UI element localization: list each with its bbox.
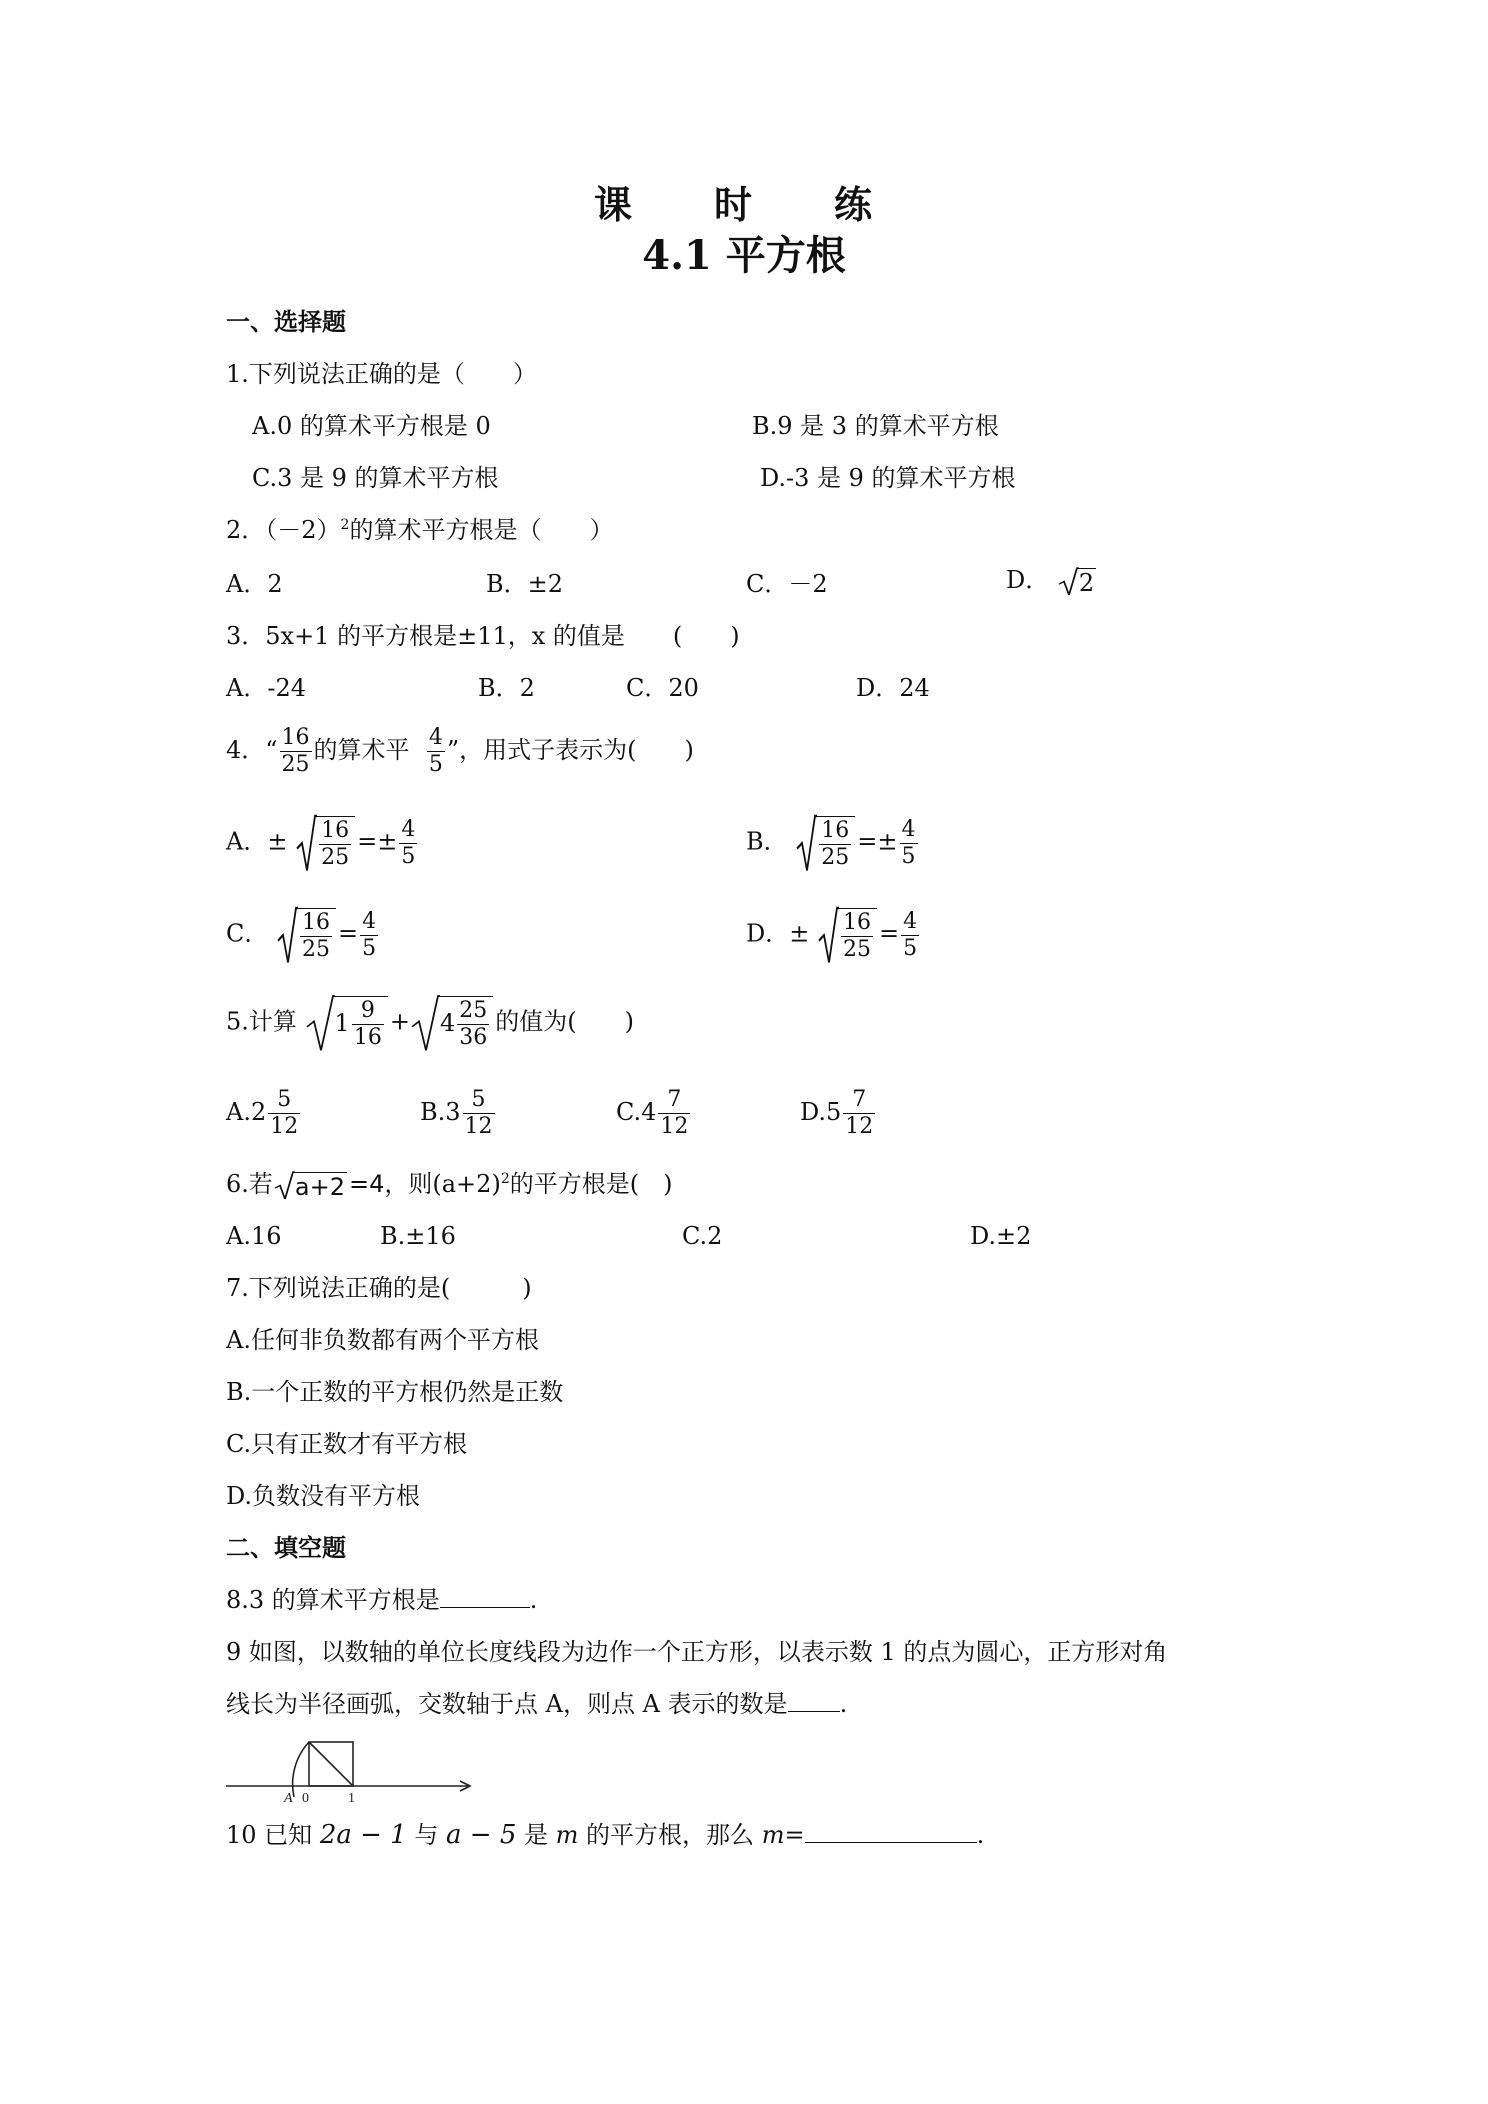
- fraction: $\frac{16}{25}$: [281, 725, 310, 778]
- q5-stem: 5.计算 1 $\frac{9}{16}$ + 4 $\frac{25}{36}$ 的值为( ): [226, 998, 634, 1051]
- radical-sign-icon: [275, 1172, 295, 1199]
- q2-stem: [226, 518, 613, 542]
- q5-option-d: D.5 $\frac{7}{12}$: [800, 1087, 874, 1140]
- q4-option-c: C． $\frac{16}{25}$ = $\frac{4}{5}$: [226, 908, 377, 963]
- q6-option-a: A.16: [226, 1222, 282, 1250]
- section-choice-heading: 一、选择题: [226, 307, 346, 336]
- q2-superscript: 2: [340, 517, 350, 533]
- sqrt-expression: $\frac{16}{25}$: [278, 908, 336, 962]
- q5-option-b: B.3 $\frac{5}{12}$: [420, 1087, 493, 1140]
- radical-sign-icon: [819, 908, 839, 962]
- answer-blank[interactable]: [788, 1709, 840, 1712]
- sqrt-expression: $\frac{16}{25}$: [797, 816, 855, 870]
- q2-option-a: A．2: [226, 570, 283, 598]
- label-zero: 0: [302, 1791, 309, 1802]
- q3-option-b: B．2: [478, 674, 535, 702]
- sqrt-mixed-number: 1 $\frac{9}{16}$: [307, 996, 388, 1050]
- q1-stem: 1.下列说法正确的是（ ）: [226, 360, 537, 388]
- q6-option-d: D.±2: [970, 1222, 1032, 1250]
- page-subtitle: 4.1 平方根: [642, 232, 846, 279]
- q3-option-d: D．24: [856, 674, 930, 702]
- q1-option-b: B.9 是 3 的算术平方根: [752, 412, 999, 440]
- section-fill-heading: 二、填空题: [226, 1533, 346, 1562]
- q10-stem: 10 已知 2a − 1 与 a − 5 是 m 的平方根，那么 m= .: [226, 1820, 985, 1850]
- label-one: 1: [348, 1791, 355, 1802]
- radical-sign-icon: [278, 908, 298, 962]
- q9-line2: 线长为半径画弧，交数轴于点 A，则点 A 表示的数是 .: [226, 1690, 848, 1718]
- sqrt-expression: a+2: [275, 1172, 347, 1199]
- answer-blank[interactable]: [440, 1605, 530, 1608]
- sqrt-expression: $\frac{16}{25}$: [819, 908, 877, 962]
- page-title: 课 时 练: [593, 182, 894, 227]
- q5-option-a: A.2 $\frac{5}{12}$: [226, 1087, 299, 1140]
- number-line-figure: [224, 1736, 474, 1802]
- q2-option-d: [1006, 568, 1098, 595]
- expression-2a-minus-1: 2a − 1: [319, 1820, 407, 1850]
- q3-option-c: C．20: [626, 674, 699, 702]
- fraction: $\frac{4}{5}$: [428, 725, 443, 778]
- q9-line1: 9 如图，以数轴的单位长度线段为边作一个正方形，以表示数 1 的点为圆心，正方形对角: [226, 1638, 1168, 1666]
- q4-option-d: D．± $\frac{16}{25}$ = $\frac{4}{5}$: [746, 908, 918, 963]
- q1-option-c: C.3 是 9 的算术平方根: [252, 464, 499, 492]
- q4-option-a: A．± $\frac{16}{25}$ =± $\frac{4}{5}$: [226, 816, 416, 871]
- q6-option-b: B.±16: [380, 1222, 456, 1250]
- q7-option-a: A.任何非负数都有两个平方根: [226, 1326, 539, 1354]
- sqrt-expression: $\frac{16}{25}$: [297, 816, 355, 870]
- q3-option-a: A．-24: [226, 674, 306, 702]
- q2-stem-pre: 2．（－2）: [226, 516, 341, 544]
- radical-sign-icon: [412, 996, 440, 1050]
- radical-sign-icon: [307, 996, 335, 1050]
- q8-stem: 8.3 的算术平方根是 .: [226, 1586, 538, 1614]
- q7-option-b: B.一个正数的平方根仍然是正数: [226, 1378, 564, 1406]
- q2-option-d-label: D．: [1006, 566, 1050, 594]
- radical-sign-icon: [797, 816, 817, 870]
- sqrt-mixed-number: 4 $\frac{25}{36}$: [412, 996, 493, 1050]
- radical-sign-icon: [297, 816, 317, 870]
- q2-stem-post: 的算术平方根是（ ）: [349, 516, 614, 544]
- radical-sign-icon: [1059, 568, 1079, 595]
- label-point-a: A: [284, 1791, 293, 1802]
- answer-blank[interactable]: [805, 1840, 977, 1843]
- q7-stem: 7.下列说法正确的是( ): [226, 1274, 532, 1302]
- q6-option-c: C.2: [682, 1222, 723, 1250]
- q1-option-d: D.-3 是 9 的算术平方根: [760, 464, 1016, 492]
- radius-arc: [293, 1742, 309, 1797]
- q2-sqrt-2: 2: [1059, 568, 1096, 595]
- square-diagonal: [309, 1742, 353, 1786]
- q5-option-c: C.4 $\frac{7}{12}$: [616, 1087, 689, 1140]
- q1-option-a: A.0 的算术平方根是 0: [252, 412, 491, 440]
- q3-stem: 3．5x+1 的平方根是±11，x 的值是 ( ): [226, 622, 740, 650]
- q7-option-c: C.只有正数才有平方根: [226, 1430, 468, 1458]
- q2-option-b: B．±2: [486, 570, 564, 598]
- q2-option-c: C．－2: [746, 570, 828, 598]
- q4-option-b: B． $\frac{16}{25}$ =± $\frac{4}{5}$: [746, 816, 916, 871]
- q6-stem: 6.若 a+2 =4，则$(a+2)^2$的平方根是( ): [226, 1170, 673, 1201]
- expression-a-minus-5: a − 5: [446, 1820, 517, 1850]
- q7-option-d: D.负数没有平方根: [226, 1482, 421, 1510]
- q4-stem: 4．“ $\frac{16}{25}$ 的算术平 $\frac{4}{5}$ ”，用式子表示为( ): [226, 725, 694, 778]
